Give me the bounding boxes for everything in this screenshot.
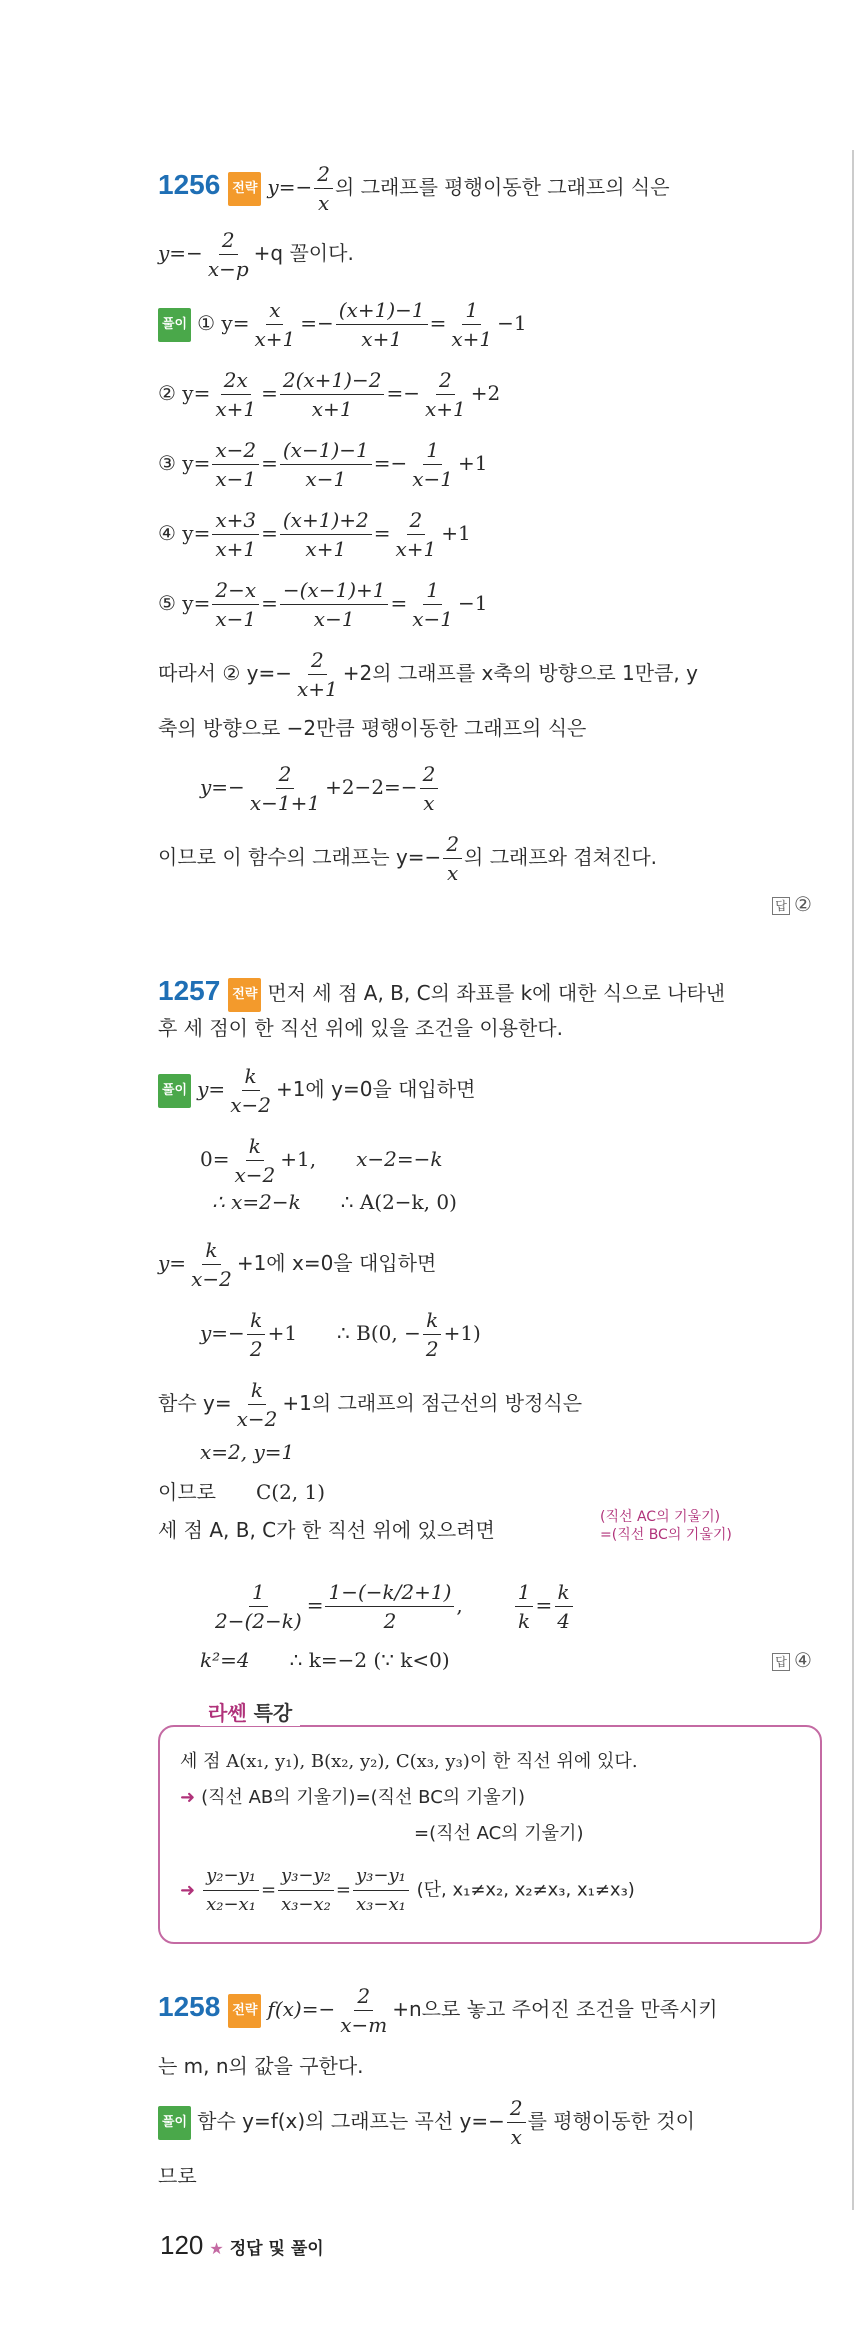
arrow-right-icon: ➜ [180,1787,196,1808]
p1258-strategy-line1: 1258 전략 f(x)=− $\frac{2}{x-m}$ +n으로 놓고 주어진 조건을 만족시키 [158,1984,718,2037]
p1257-sol-a1: 풀이 y= $\frac{k}{x-2}$ +1에 y=0을 대입하면 [158,1062,475,1119]
p1256-text-line3: y=− $\frac{2}{x-1+1}$ +2−2=− $\frac{2}{x}$ [200,760,440,817]
strategy-tag: 전략 [228,1994,261,2028]
special-line4: ➜ $\frac{\text{y₂−y₁}}{\text{x₂−x₁}}$ = $\frac{\text{y₃−y₂}}{\text{x₃−x₂}}$ = $\frac{\text{y₃−y₁}}{\text{x₃−x₁}}$ (단, x₁≠x₂, x₂≠x₃, x₁≠x₃) [180,1862,635,1919]
p1257-sol-c2: x=2, y=1 [200,1440,295,1464]
p1257-sol-d2: $\frac{1}{2-(2-k)}$ = $\frac{1-(-k/2+1)}{2}$ , $\frac{1}{k}$ = $\frac{k}{4}$ [210,1578,575,1635]
footer-label: 정답 및 풀이 [229,2239,324,2259]
special-lecture-title: 라쎈 특강 [200,1697,300,1726]
right-margin-rule [852,150,854,2210]
p1256-strategy-line1: 1256 전략 y=− $\frac{2}{x}$ 의 그래프를 평행이동한 그래프의 식은 [158,162,670,215]
p1257-strategy-line1: 1257 전략 먼저 세 점 A, B, C의 좌표를 k에 대한 식으로 나타낸 [158,975,725,1012]
p1257-answer: 답 ④ [772,1648,812,1672]
p1257-sol-a2: 0= $\frac{k}{x-2}$ +1, x−2=−k [200,1134,443,1187]
p1256-text-line4: 이므로 이 함수의 그래프는 y=− $\frac{2}{x}$ 의 그래프와 겹쳐진다. [158,832,657,885]
p1258-sol-line1: 풀이 함수 y=f(x)의 그래프는 곡선 y=− $\frac{2}{x}$ 를 평행이동한 것이 [158,2094,695,2151]
p1257-sol-e1: k²=4 ∴ k=−2 (∵ k<0) [200,1648,450,1672]
strategy-tag: 전략 [228,978,261,1012]
p1256-sol-line5: ⑤ y= $\frac{2-x}{x-1}$ = $\frac{-(x-1)+1}{x-1}$ = $\frac{1}{x-1}$ −1 [158,578,488,631]
margin-note: (직선 AC의 기울기) =(직선 BC의 기울기) [600,1509,732,1543]
p1257-sol-a3: ∴ x=2−k ∴ A(2−k, 0) [212,1190,457,1214]
p1256-sol-line3: ③ y= $\frac{x-2}{x-1}$ = $\frac{(x-1)-1}{x-1}$ =− $\frac{1}{x-1}$ +1 [158,438,488,491]
p1257-sol-c3: 이므로 C(2, 1) [158,1480,326,1504]
p1256-strategy-line2: y=− $\frac{2}{x-p}$ +q 꼴이다. [158,228,354,281]
p1256-sol-line4: ④ y= $\frac{x+3}{x+1}$ = $\frac{(x+1)+2}{x+1}$ = $\frac{2}{x+1}$ +1 [158,508,471,561]
p1258-sol-line2: 므로 [158,2164,197,2188]
p1256-answer: 답 ② [772,892,812,916]
p1257-sol-c1: 함수 y= $\frac{k}{x-2}$ +1의 그래프의 점근선의 방정식은 [158,1378,583,1431]
solution-tag: 풀이 [158,2106,191,2140]
special-line3: =(직선 AC의 기울기) [414,1823,584,1844]
problem-number: 1258 [158,1991,221,2022]
p1256-text-line2: 축의 방향으로 −2만큼 평행이동한 그래프의 식은 [158,716,587,740]
page-footer [160,2230,324,2261]
p1257-sol-b1: y= $\frac{k}{x-2}$ +1에 x=0을 대입하면 [158,1238,437,1291]
p1256-sol-line2: ② y= $\frac{2x}{x+1}$ = $\frac{2(x+1)-2}{x+1}$ =− $\frac{2}{x+1}$ +2 [158,368,501,421]
p1256-text-line1: 따라서 ② y=− $\frac{2}{x+1}$ +2의 그래프를 x축의 방향으로 1만큼, y [158,648,698,701]
answer-box-icon: 답 [772,1653,790,1671]
strategy-tag: 전략 [228,172,261,206]
special-line2: ➜ (직선 AB의 기울기)=(직선 BC의 기울기) [180,1787,526,1808]
answer-box-icon: 답 [772,897,790,915]
p1256-sol-line1: 풀이 ① y= $\frac{x}{x+1}$ =− $\frac{(x+1)-1}{x+1}$ = $\frac{1}{x+1}$ −1 [158,296,527,353]
problem-number: 1256 [158,169,221,200]
special-line1: 세 점 A(x₁, y₁), B(x₂, y₂), C(x₃, y₃)이 한 직선 위에 있다. [180,1751,638,1772]
star-icon: ★ [209,2241,224,2258]
page-number: 120 [160,2230,204,2260]
solution-tag: 풀이 [158,1074,191,1108]
p1257-sol-d1: 세 점 A, B, C가 한 직선 위에 있으려면 [158,1518,495,1542]
solution-tag: 풀이 [158,308,191,342]
p1258-strategy-line2: 는 m, n의 값을 구한다. [158,2054,364,2078]
p1257-sol-b2: y=− $\frac{k}{2}$ +1 ∴ B(0, − $\frac{k}{2}$ +1) [200,1308,481,1361]
p1257-strategy-line2: 후 세 점이 한 직선 위에 있을 조건을 이용한다. [158,1016,563,1040]
problem-number: 1257 [158,975,221,1006]
arrow-right-icon: ➜ [180,1879,196,1901]
